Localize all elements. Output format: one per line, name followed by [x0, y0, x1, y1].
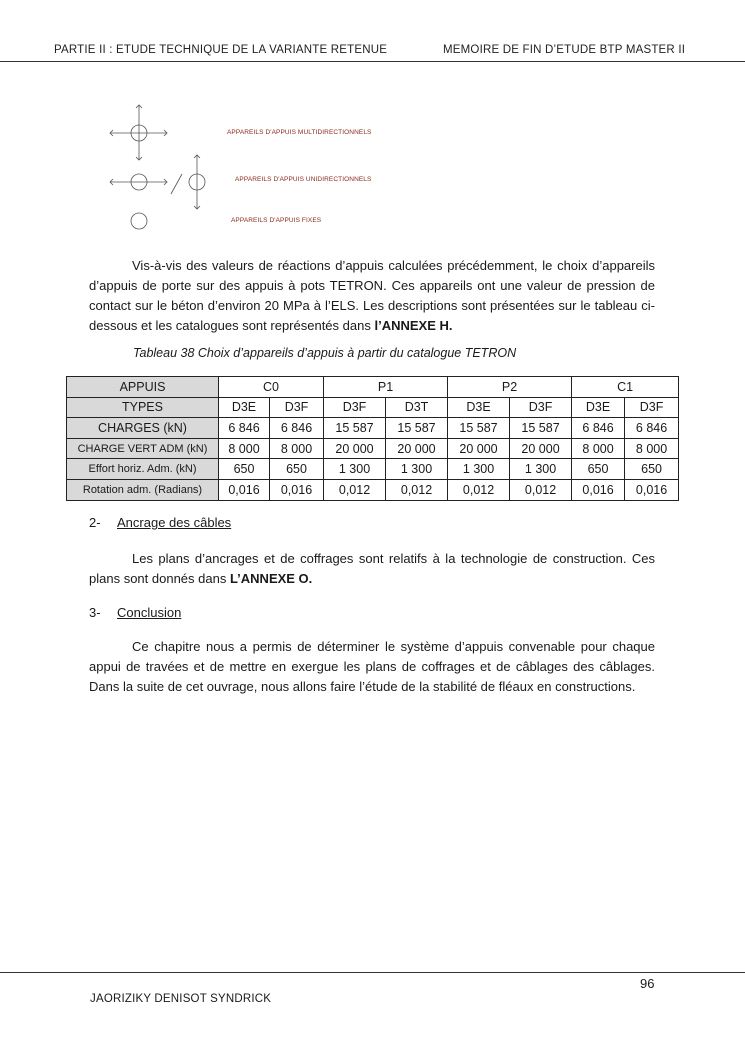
table-cell: 0,012: [510, 479, 572, 500]
intro-paragraph: [89, 256, 655, 336]
section-3-text: Ce chapitre nous a permis de déterminer le système d’appuis convenable pour chaque appui de travées et de mettre en exergue les plans de coffrages et de câblages des câblages. Dans la suite de cet ouvrage, nous allons faire l’étude de la stabilité de fléaux en constructions.: [89, 639, 655, 694]
row-label: CHARGE VERT ADM (kN): [67, 438, 219, 459]
bearing-choice-table: [66, 376, 679, 501]
table-cell: 15 587: [448, 418, 510, 439]
table-cell: D3E: [572, 397, 625, 418]
section-2-heading: [89, 515, 231, 530]
section-2-text: Les plans d’ancrages et de coffrages sont relatifs à la technologie de construction. Ces plans sont donnés dans: [89, 551, 655, 586]
table-cell: D3E: [219, 397, 270, 418]
table-header-row: [67, 377, 679, 398]
table-cell: 6 846: [625, 418, 679, 439]
table-cell: 6 846: [572, 418, 625, 439]
running-header-right: MEMOIRE DE FIN D’ETUDE BTP MASTER II: [443, 44, 686, 56]
section-2-annex-ref: L’ANNEXE O.: [229, 571, 313, 586]
table-row: [67, 438, 679, 459]
legend-unidirectional-label: APPAREILS D'APPUIS UNIDIRECTIONNELS: [235, 176, 372, 183]
table-cell: 650: [625, 459, 679, 480]
bearing-legend-diagram: [100, 98, 220, 238]
legend-fixed-label: APPAREILS D'APPUIS FIXES: [231, 217, 322, 224]
table-cell: 15 587: [324, 418, 386, 439]
group-header: P1: [324, 377, 448, 398]
intro-annex-ref: l’ANNEXE H.: [374, 318, 453, 333]
appuis-header: APPUIS: [67, 377, 219, 398]
intro-text: Vis-à-vis des valeurs de réactions d’appuis calculées précédemment, le choix d’appareils d’appuis de porte sur des appuis à pots TETRON. Ces appareils ont une valeur de pression de contact sur le béton d’environ 20 MPa à l’ELS. Les descriptions sont présentées sur le tableau ci-dessous et les catalogues sont représentés dans: [89, 258, 655, 333]
table-cell: D3F: [324, 397, 386, 418]
table-cell: 0,012: [386, 479, 448, 500]
row-label: Rotation adm. (Radians): [67, 479, 219, 500]
footer-author: JAORIZIKY DENISOT SYNDRICK: [90, 993, 272, 1005]
table-cell: D3E: [448, 397, 510, 418]
table-cell: D3F: [270, 397, 324, 418]
table-cell: 1 300: [386, 459, 448, 480]
table-cell: 1 300: [448, 459, 510, 480]
table-cell: 20 000: [448, 438, 510, 459]
section-number: 2-: [89, 515, 101, 530]
table-cell: 20 000: [386, 438, 448, 459]
table-cell: 0,016: [572, 479, 625, 500]
table-cell: 6 846: [270, 418, 324, 439]
section-2-paragraph: [89, 549, 655, 589]
table-cell: 1 300: [324, 459, 386, 480]
table-cell: 20 000: [324, 438, 386, 459]
table-cell: 650: [572, 459, 625, 480]
table-cell: 1 300: [510, 459, 572, 480]
table-cell: 650: [219, 459, 270, 480]
section-title: Ancrage des câbles: [117, 515, 232, 530]
table-row: [67, 418, 679, 439]
table-cell: 0,012: [448, 479, 510, 500]
group-header: C0: [219, 377, 324, 398]
section-3-heading: [89, 605, 181, 620]
table-cell: 0,012: [324, 479, 386, 500]
table-cell: D3T: [386, 397, 448, 418]
table-cell: D3F: [510, 397, 572, 418]
table-row: [67, 459, 679, 480]
table-cell: 15 587: [386, 418, 448, 439]
table-row: [67, 479, 679, 500]
unidirectional-bearing-symbol: [110, 155, 205, 209]
table-cell: 15 587: [510, 418, 572, 439]
table-caption: Tableau 38 Choix d’appareils d’appuis à partir du catalogue TETRON: [133, 346, 517, 360]
table-cell: 0,016: [219, 479, 270, 500]
table-cell: 20 000: [510, 438, 572, 459]
section-number: 3-: [89, 605, 101, 620]
row-label: TYPES: [67, 397, 219, 418]
section-title: Conclusion: [117, 605, 182, 620]
table-cell: 8 000: [625, 438, 679, 459]
row-label: Effort horiz. Adm. (kN): [67, 459, 219, 480]
table-cell: 8 000: [572, 438, 625, 459]
legend-multidirectional-label: APPAREILS D'APPUIS MULTIDIRECTIONNELS: [227, 129, 372, 136]
table-cell: 8 000: [219, 438, 270, 459]
header-rule: [0, 61, 745, 62]
group-header: P2: [448, 377, 572, 398]
table-cell: 0,016: [625, 479, 679, 500]
multidirectional-bearing-symbol: [110, 105, 167, 160]
section-3-paragraph: [89, 637, 655, 697]
row-label: CHARGES (kN): [67, 418, 219, 439]
fixed-bearing-symbol: [131, 213, 147, 229]
table-cell: D3F: [625, 397, 679, 418]
table-cell: 6 846: [219, 418, 270, 439]
group-header: C1: [572, 377, 679, 398]
table-cell: 0,016: [270, 479, 324, 500]
page-number: 96: [640, 976, 655, 991]
running-header-left: PARTIE II : ETUDE TECHNIQUE DE LA VARIANTE RETENUE: [54, 44, 388, 56]
footer-rule: [0, 972, 745, 973]
table-row: [67, 397, 679, 418]
table-cell: 650: [270, 459, 324, 480]
table-cell: 8 000: [270, 438, 324, 459]
